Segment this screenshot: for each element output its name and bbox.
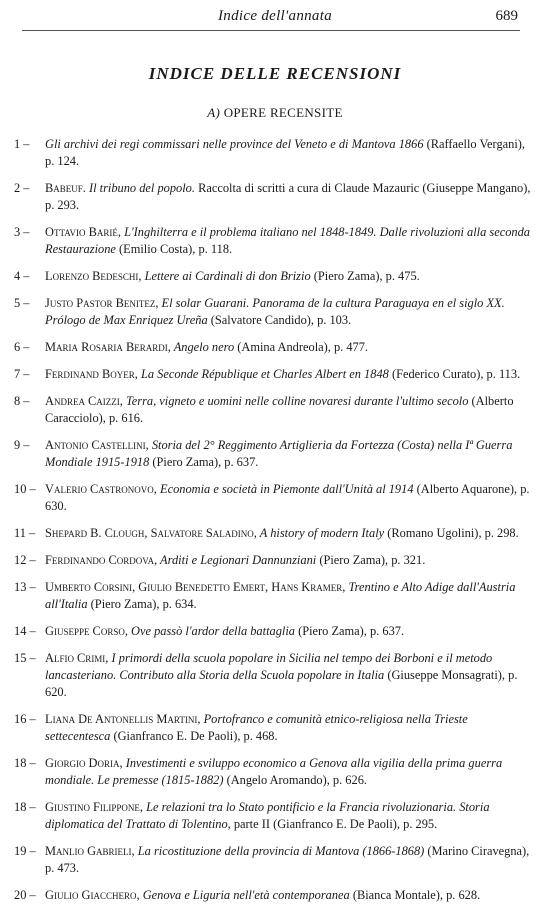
entry-author: Maria Rosaria Berardi, — [45, 340, 171, 354]
entry-title: Economia e società in Piemonte dall'Unità al 1914 — [156, 482, 414, 496]
entry-title: Angelo nero — [170, 340, 235, 354]
index-title: INDICE DELLE RECENSIONI — [148, 64, 402, 83]
list-item — [14, 366, 534, 383]
list-item — [14, 481, 534, 515]
entry-author: Valerio Castronovo, — [45, 482, 157, 496]
entry-author: Manlio Gabrieli, — [45, 844, 135, 858]
entry-author: Justo Pastor Benitez, — [45, 296, 159, 310]
entry-title: La Seconde République et Charles Albert en 1848 — [137, 367, 389, 381]
entry-title: I primordi della scuola popolare in Sicilia nel tempo dei Borboni e il metodo lancasteriano. Contributo alla Storia della Scuola popolare in Italia — [45, 651, 493, 682]
entry-author: Andrea Caizzi, — [45, 394, 123, 408]
entry-reviewer: Raccolta di scritti a cura di Claude Mazauric (Giuseppe Mangano), p. 293. — [45, 181, 531, 212]
entry-reviewer: (Alberto Caracciolo), p. 616. — [45, 394, 514, 425]
entry-number: 11 – — [14, 526, 36, 540]
entry-number: 7 – — [14, 367, 30, 381]
page-number: 689 — [495, 8, 518, 24]
entry-author: Liana De Antonellis Martini, — [45, 712, 201, 726]
entry-reviewer: (Piero Zama), p. 637. — [295, 624, 405, 638]
entry-reviewer: parte II (Gianfranco E. De Paoli), p. 295. — [230, 817, 438, 831]
list-item — [14, 711, 534, 745]
entry-author: Ferdinando Cordova, — [45, 553, 158, 567]
entry-number: 3 – — [14, 225, 30, 239]
entry-title: Le relazioni tra lo Stato pontificio e la Francia rivoluzionaria. Storia diplomatica del Trattato di Tolentino, — [45, 800, 490, 831]
entry-title: L'Inghilterra e il problema italiano nel 1848-1849. Dalle rivoluzioni alla seconda Restaurazione — [45, 225, 531, 256]
list-item — [14, 437, 534, 471]
entry-title: Storia del 2° Reggimento Artiglieria da Fortezza (Costa) nella Iª Guerra Mondiale 1915-1918 — [45, 438, 513, 469]
entry-number: 14 – — [14, 624, 36, 638]
entry-number: 13 – — [14, 580, 36, 594]
list-item — [14, 623, 534, 640]
review-list — [14, 136, 534, 914]
entry-author: Giorgio Doria, — [45, 756, 123, 770]
page-header — [22, 4, 520, 31]
entry-reviewer: (Romano Ugolini), p. 298. — [384, 526, 519, 540]
entry-number: 16 – — [14, 712, 36, 726]
list-item — [14, 339, 534, 356]
entry-title: La ricostituzione della provincia di Mantova (1866-1868) — [134, 844, 425, 858]
entry-title: Il tribuno del popolo. — [85, 181, 195, 195]
list-item — [14, 224, 534, 258]
section-heading — [0, 105, 550, 121]
entry-title: Trentino e Alto Adige dall'Austria all'Italia — [45, 580, 516, 611]
entry-reviewer: (Emilio Costa), p. 118. — [115, 242, 233, 256]
entry-author: Antonio Castellini, — [45, 438, 149, 452]
list-item — [14, 887, 534, 904]
entry-number: 1 – — [14, 137, 30, 151]
entry-title: Arditi e Legionari Dannunziani — [157, 553, 317, 567]
entry-number: 18 – — [14, 756, 36, 770]
entry-author: Giuseppe Corso, — [45, 624, 128, 638]
entry-number: 2 – — [14, 181, 30, 195]
entry-title: Portofranco e comunità etnico-religiosa nella Trieste settecentesca — [45, 712, 468, 743]
entry-number: 19 – — [14, 844, 36, 858]
entry-title: El solar Guarani. Panorama de la cultura Paraguaya en el siglo XX. Prólogo de Max Enriquez Ureña — [45, 296, 505, 327]
entry-author: Umberto Corsini, Giulio Benedetto Emert, Hans Kramer, — [45, 580, 346, 594]
entry-title: Gli archivi dei regi commissari nelle province del Veneto e di Mantova 1866 — [45, 137, 424, 151]
entry-author: Ottavio Barié, — [45, 225, 122, 239]
entry-number: 18 – — [14, 800, 36, 814]
entry-author: Lorenzo Bedeschi, — [45, 269, 142, 283]
entry-title: Ove passò l'ardor della battaglia — [127, 624, 295, 638]
list-item — [14, 393, 534, 427]
entry-reviewer: (Raffaello Vergani), p. 124. — [45, 137, 526, 168]
entry-number: 20 – — [14, 888, 36, 902]
list-item — [14, 579, 534, 613]
entry-number: 10 – — [14, 482, 36, 496]
list-item — [14, 552, 534, 569]
entry-reviewer: (Gianfranco E. De Paoli), p. 468. — [110, 729, 278, 743]
entry-reviewer: (Bianca Montale), p. 628. — [349, 888, 481, 902]
list-item — [14, 295, 534, 329]
entry-reviewer: (Federico Curato), p. 113. — [388, 367, 521, 381]
list-item — [14, 136, 534, 170]
entry-author: Ferdinand Boyer, — [45, 367, 138, 381]
entry-title: Genova e Liguria nell'età contemporanea — [139, 888, 350, 902]
section-label: OPERE RECENSITE — [223, 105, 343, 120]
entry-author: Babeuf. — [45, 181, 86, 195]
list-item — [14, 180, 534, 214]
entry-author: Shepard B. Clough, Salvatore Saladino, — [45, 526, 257, 540]
entry-reviewer: (Piero Zama), p. 634. — [87, 597, 197, 611]
entry-reviewer: (Giuseppe Monsagrati), p. 620. — [45, 668, 518, 699]
entry-reviewer: (Angelo Aromando), p. 626. — [223, 773, 367, 787]
entry-title: Terra, vigneto e uomini nelle colline novaresi durante l'ultimo secolo — [122, 394, 469, 408]
entry-number: 5 – — [14, 296, 30, 310]
list-item — [14, 650, 534, 701]
entry-reviewer: (Piero Zama), p. 637. — [149, 455, 259, 469]
entry-title: A history of modern Italy — [256, 526, 385, 540]
list-item — [14, 755, 534, 789]
list-item — [14, 843, 534, 877]
entry-author: Giustino Filippone, — [45, 800, 144, 814]
entry-title: Lettere ai Cardinali di don Brizio — [141, 269, 311, 283]
entry-author: Alfio Crimi, — [45, 651, 109, 665]
entry-reviewer: (Marino Ciravegna), p. 473. — [45, 844, 530, 875]
entry-number: 8 – — [14, 394, 30, 408]
entry-number: 15 – — [14, 651, 36, 665]
entry-reviewer: (Piero Zama), p. 321. — [316, 553, 426, 567]
list-item — [14, 799, 534, 833]
entry-reviewer: (Piero Zama), p. 475. — [310, 269, 420, 283]
entry-reviewer: (Salvatore Candido), p. 103. — [207, 313, 352, 327]
list-item — [14, 525, 534, 542]
entry-reviewer: (Alberto Aquarone), p. 630. — [45, 482, 530, 513]
running-title: Indice dell'annata — [218, 8, 332, 24]
entry-author: Giulio Giacchero, — [45, 888, 140, 902]
list-item — [14, 268, 534, 285]
entry-number: 6 – — [14, 340, 30, 354]
entry-number: 9 – — [14, 438, 30, 452]
entry-number: 12 – — [14, 553, 36, 567]
entry-number: 4 – — [14, 269, 30, 283]
entry-title: Investimenti e sviluppo economico a Genova alla vigilia della prima guerra mondiale. Le premesse (1815-1882) — [45, 756, 503, 787]
section-letter: A) — [207, 105, 221, 120]
entry-reviewer: (Amina Andreola), p. 477. — [234, 340, 369, 354]
